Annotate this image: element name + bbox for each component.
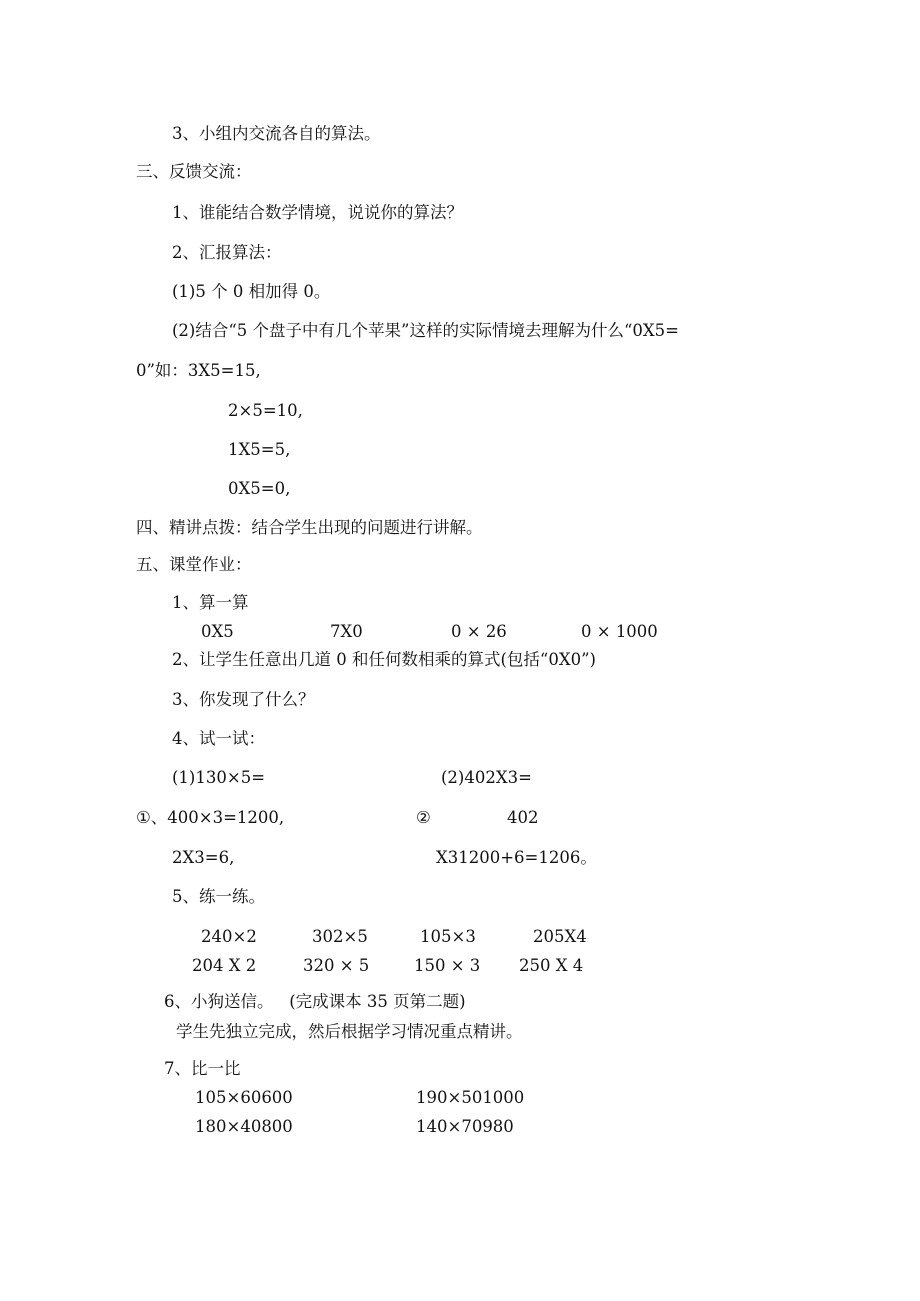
exercise-5-title: 5、练一练。 [172, 887, 265, 906]
compare-item: 140×70980 [416, 1117, 514, 1136]
exercise-4-title: 4、试一试： [172, 729, 265, 748]
solution-2-marker: ② [416, 808, 431, 827]
exercise-1-item: 7X0 [330, 622, 363, 641]
exercise-1-title: 1、算一算 [172, 593, 249, 612]
compare-item: 180×40800 [195, 1117, 293, 1136]
compare-item: 105×60600 [195, 1088, 293, 1107]
practice-item: 205X4 [533, 927, 587, 946]
exercise-1-item: 0 × 1000 [581, 622, 658, 641]
solution-1-line-2: 2X3=6, [172, 848, 235, 867]
example-line-2x5: 2×5=10, [228, 401, 303, 420]
practice-item: 240×2 [201, 927, 257, 946]
practice-item: 250 X 4 [519, 956, 584, 975]
example-line-1x5: 1X5=5, [228, 440, 291, 459]
method-2-continued: 0”如：3X5=15, [136, 361, 261, 380]
method-2: (2)结合“5 个盘子中有几个苹果”这样的实际情境去理解为什么“0X5= [172, 321, 679, 340]
compare-item: 190×501000 [416, 1088, 525, 1107]
solution-1-line-1: ①、400×3=1200, [136, 808, 285, 827]
practice-item: 204 X 2 [192, 956, 257, 975]
exercise-1-item: 0 × 26 [451, 622, 507, 641]
practice-item: 150 × 3 [414, 956, 481, 975]
practice-item: 302×5 [312, 927, 368, 946]
section-3-heading: 三、反馈交流： [136, 162, 252, 181]
section-4-heading: 四、精讲点拨：结合学生出现的问题进行讲解。 [136, 518, 483, 537]
feedback-item-1: 1、谁能结合数学情境，说说你的算法？ [172, 203, 463, 222]
practice-item: 320 × 5 [303, 956, 370, 975]
step-3-group-discussion: 3、小组内交流各自的算法。 [172, 124, 381, 143]
practice-item: 105×3 [420, 927, 476, 946]
example-line-0x5: 0X5=0, [228, 479, 291, 498]
method-1: (1)5 个 0 相加得 0。 [172, 282, 331, 301]
exercise-6: 6、小狗送信。 (完成课本 35 页第二题) [164, 992, 466, 1011]
solution-2-line-2: X31200+6=1206。 [436, 848, 597, 867]
try-item-2: (2)402X3= [441, 768, 532, 787]
feedback-item-2: 2、汇报算法： [172, 243, 282, 262]
try-item-1: (1)130×5= [172, 768, 266, 787]
exercise-7-title: 7、比一比 [164, 1059, 241, 1078]
exercise-6-note: 学生先独立完成，然后根据学习情况重点精讲。 [176, 1022, 523, 1041]
exercise-3: 3、你发现了什么？ [172, 690, 315, 709]
exercise-2: 2、让学生任意出几道 0 和任何数相乘的算式(包括“0X0”) [172, 650, 596, 669]
section-5-heading: 五、课堂作业： [136, 555, 252, 574]
exercise-1-item: 0X5 [201, 622, 234, 641]
solution-2-line-1: 402 [507, 808, 539, 827]
